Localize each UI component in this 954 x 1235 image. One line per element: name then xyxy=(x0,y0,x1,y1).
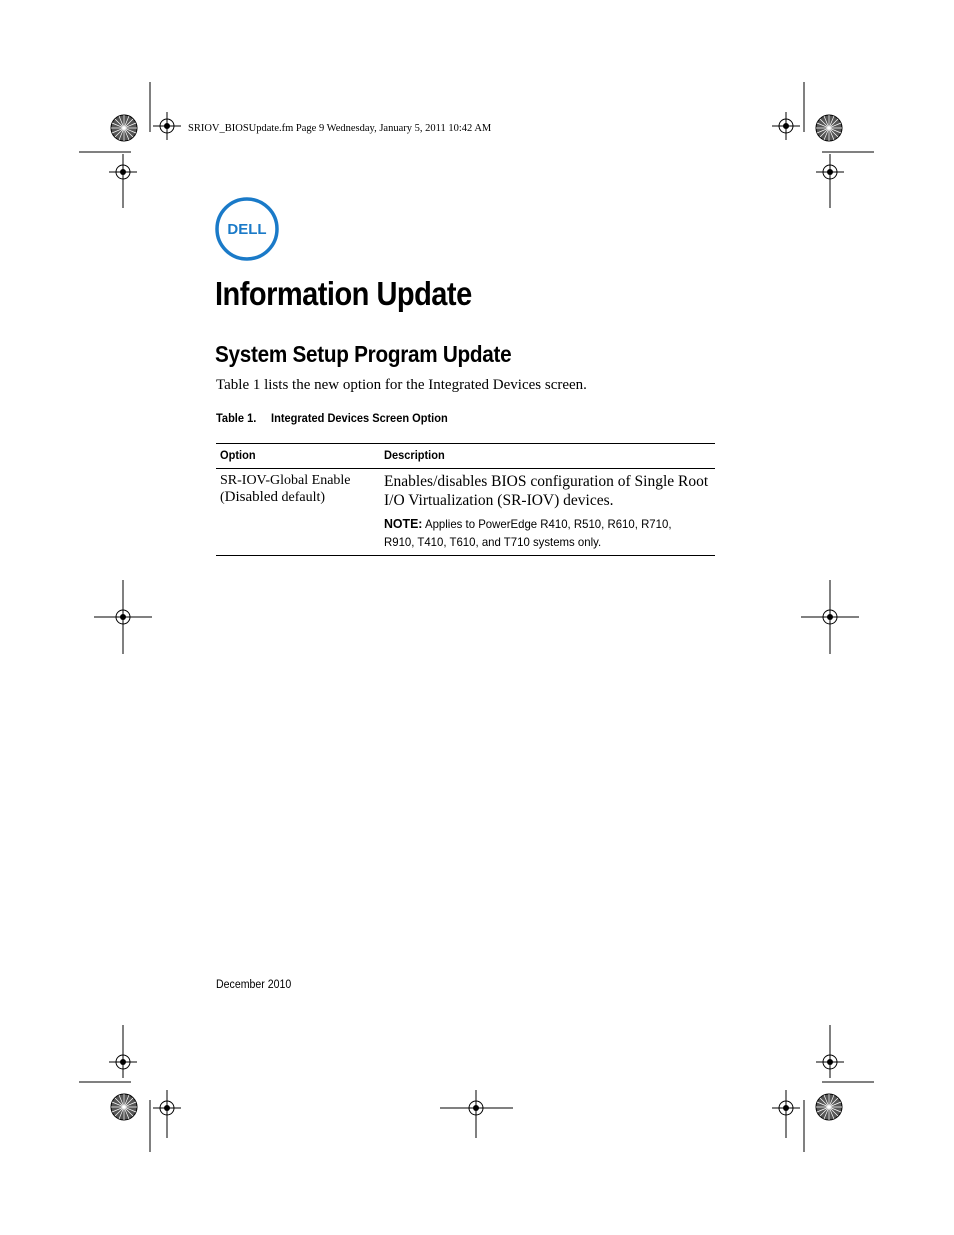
option-default: (Disabled default) xyxy=(220,489,326,505)
table-header-description: Description xyxy=(384,448,445,462)
intro-prefix: Table 1 lists the new option for the xyxy=(216,377,429,393)
option-name: SR-IOV-Global Enable xyxy=(220,473,351,488)
file-stamp-header: SRIOV_BIOSUpdate.fm Page 9 Wednesday, January 5, 2011 10:42 AM xyxy=(188,123,492,134)
intro-paragraph xyxy=(216,377,587,394)
intro-ui-term: Integrated Devices xyxy=(428,377,542,393)
option-default-value: Disabled xyxy=(224,489,278,505)
note-label: NOTE: xyxy=(384,516,423,531)
table-caption xyxy=(216,411,448,425)
section-heading: System Setup Program Update xyxy=(215,341,512,367)
note-text: Applies to PowerEdge R410, R510, R610, R710, R910, T410, T610, and T710 systems only. xyxy=(384,517,672,549)
dell-logo xyxy=(215,197,279,261)
note-block xyxy=(384,515,702,551)
page-title: Information Update xyxy=(215,275,472,312)
intro-suffix: screen. xyxy=(541,377,587,393)
table-top-rule xyxy=(216,443,715,444)
logo-text: DELL xyxy=(227,221,267,238)
table-caption-number: Table 1. xyxy=(216,411,257,425)
table-header-rule xyxy=(216,468,715,469)
table-bottom-rule xyxy=(216,555,715,556)
table-caption-title: Integrated Devices Screen Option xyxy=(271,411,448,425)
footer-date: December 2010 xyxy=(216,979,292,991)
table-cell-description: Enables/disables BIOS configuration of Single Root I/O Virtualization (SR-IOV) devices. xyxy=(384,473,709,509)
table-header-option: Option xyxy=(220,448,256,462)
table-cell-option xyxy=(220,472,380,506)
